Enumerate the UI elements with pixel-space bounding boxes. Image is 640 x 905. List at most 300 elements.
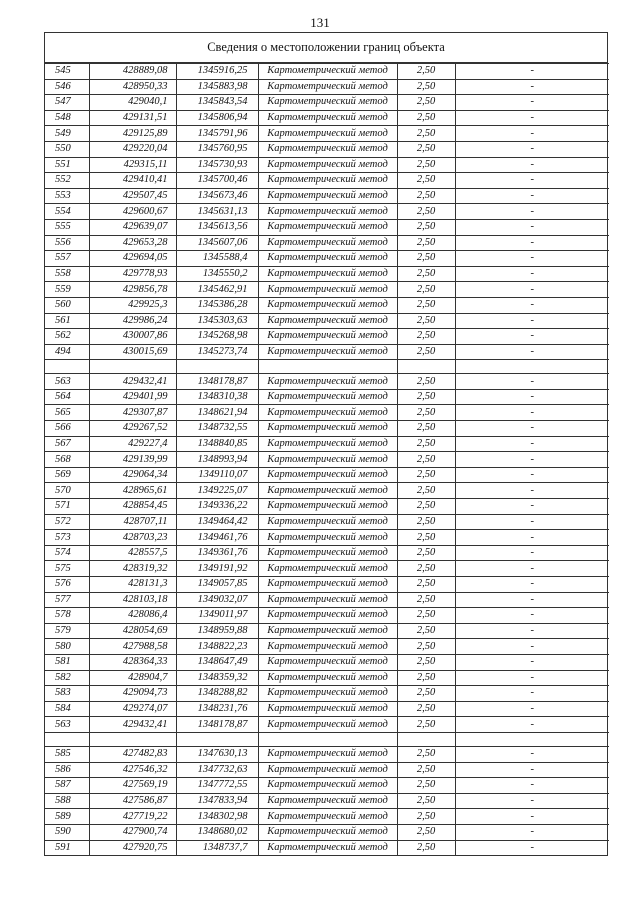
point-number-cell: 548 [45, 110, 89, 126]
x-coordinate-cell: 428889,08 [89, 64, 176, 80]
x-coordinate-cell: 427482,83 [89, 746, 176, 762]
precision-cell: 2,50 [397, 204, 455, 220]
point-number-cell: 560 [45, 297, 89, 313]
method-cell: Картометрический метод [258, 64, 397, 80]
method-cell: Картометрический метод [258, 809, 397, 825]
description-cell: - [455, 530, 609, 546]
y-coordinate-cell: 1345730,93 [176, 157, 258, 173]
method-cell: Картометрический метод [258, 329, 397, 345]
method-cell: Картометрический метод [258, 374, 397, 390]
x-coordinate-cell: 429315,11 [89, 157, 176, 173]
description-cell: - [455, 809, 609, 825]
method-cell: Картометрический метод [258, 686, 397, 702]
point-number-cell: 559 [45, 282, 89, 298]
precision-cell: 2,50 [397, 467, 455, 483]
empty-cell [455, 360, 609, 374]
description-cell: - [455, 421, 609, 437]
page-number: 131 [310, 15, 330, 30]
x-coordinate-cell: 427719,22 [89, 809, 176, 825]
precision-cell: 2,50 [397, 623, 455, 639]
table-row [45, 824, 609, 840]
x-coordinate-cell: 429139,99 [89, 452, 176, 468]
table-row [45, 344, 609, 360]
point-number-cell: 587 [45, 778, 89, 794]
precision-cell: 2,50 [397, 577, 455, 593]
method-cell: Картометрический метод [258, 235, 397, 251]
description-cell: - [455, 405, 609, 421]
table-row [45, 530, 609, 546]
precision-cell: 2,50 [397, 95, 455, 111]
precision-cell: 2,50 [397, 746, 455, 762]
y-coordinate-cell: 1348310,38 [176, 389, 258, 405]
x-coordinate-cell: 429307,87 [89, 405, 176, 421]
description-cell: - [455, 514, 609, 530]
boundary-points-table [45, 63, 609, 855]
precision-cell: 2,50 [397, 297, 455, 313]
description-cell: - [455, 374, 609, 390]
precision-cell: 2,50 [397, 235, 455, 251]
description-cell: - [455, 266, 609, 282]
point-number-cell: 584 [45, 701, 89, 717]
empty-cell [89, 360, 176, 374]
precision-cell: 2,50 [397, 717, 455, 733]
precision-cell: 2,50 [397, 778, 455, 794]
precision-cell: 2,50 [397, 173, 455, 189]
method-cell: Картометрический метод [258, 746, 397, 762]
x-coordinate-cell: 428950,33 [89, 79, 176, 95]
precision-cell: 2,50 [397, 686, 455, 702]
y-coordinate-cell: 1349191,92 [176, 561, 258, 577]
method-cell: Картометрический метод [258, 436, 397, 452]
method-cell: Картометрический метод [258, 297, 397, 313]
point-number-cell: 573 [45, 530, 89, 546]
description-cell: - [455, 313, 609, 329]
point-number-cell: 568 [45, 452, 89, 468]
empty-cell [397, 732, 455, 746]
precision-cell: 2,50 [397, 701, 455, 717]
y-coordinate-cell: 1349110,07 [176, 467, 258, 483]
method-cell: Картометрический метод [258, 639, 397, 655]
x-coordinate-cell: 429274,07 [89, 701, 176, 717]
y-coordinate-cell: 1345916,25 [176, 64, 258, 80]
table-row [45, 545, 609, 561]
table-row [45, 499, 609, 515]
precision-cell: 2,50 [397, 110, 455, 126]
y-coordinate-cell: 1349361,76 [176, 545, 258, 561]
precision-cell: 2,50 [397, 421, 455, 437]
description-cell: - [455, 126, 609, 142]
description-cell: - [455, 282, 609, 298]
method-cell: Картометрический метод [258, 110, 397, 126]
point-number-cell: 556 [45, 235, 89, 251]
description-cell: - [455, 639, 609, 655]
precision-cell: 2,50 [397, 79, 455, 95]
table-row [45, 235, 609, 251]
empty-cell [45, 732, 89, 746]
x-coordinate-cell: 430015,69 [89, 344, 176, 360]
x-coordinate-cell: 428965,61 [89, 483, 176, 499]
point-number-cell: 582 [45, 670, 89, 686]
table-row [45, 717, 609, 733]
y-coordinate-cell: 1348959,88 [176, 623, 258, 639]
point-number-cell: 555 [45, 219, 89, 235]
point-number-cell: 563 [45, 374, 89, 390]
y-coordinate-cell: 1349464,42 [176, 514, 258, 530]
x-coordinate-cell: 429410,41 [89, 173, 176, 189]
point-number-cell: 570 [45, 483, 89, 499]
x-coordinate-cell: 429653,28 [89, 235, 176, 251]
point-number-cell: 576 [45, 577, 89, 593]
description-cell: - [455, 778, 609, 794]
x-coordinate-cell: 428086,4 [89, 608, 176, 624]
description-cell: - [455, 701, 609, 717]
precision-cell: 2,50 [397, 499, 455, 515]
y-coordinate-cell: 1345760,95 [176, 141, 258, 157]
table-row [45, 561, 609, 577]
table-row [45, 110, 609, 126]
x-coordinate-cell: 429600,67 [89, 204, 176, 220]
point-number-cell: 586 [45, 762, 89, 778]
description-cell: - [455, 344, 609, 360]
y-coordinate-cell: 1348822,23 [176, 639, 258, 655]
x-coordinate-cell: 429694,05 [89, 251, 176, 267]
precision-cell: 2,50 [397, 436, 455, 452]
description-cell: - [455, 79, 609, 95]
method-cell: Картометрический метод [258, 530, 397, 546]
y-coordinate-cell: 1345303,63 [176, 313, 258, 329]
x-coordinate-cell: 429778,93 [89, 266, 176, 282]
description-cell: - [455, 746, 609, 762]
point-number-cell: 578 [45, 608, 89, 624]
precision-cell: 2,50 [397, 530, 455, 546]
point-number-cell: 590 [45, 824, 89, 840]
precision-cell: 2,50 [397, 762, 455, 778]
table-row [45, 467, 609, 483]
precision-cell: 2,50 [397, 809, 455, 825]
method-cell: Картометрический метод [258, 344, 397, 360]
x-coordinate-cell: 429267,52 [89, 421, 176, 437]
precision-cell: 2,50 [397, 389, 455, 405]
point-number-cell: 569 [45, 467, 89, 483]
y-coordinate-cell: 1345700,46 [176, 173, 258, 189]
description-cell: - [455, 717, 609, 733]
x-coordinate-cell: 429432,41 [89, 374, 176, 390]
table-row [45, 592, 609, 608]
empty-cell [397, 360, 455, 374]
method-cell: Картометрический метод [258, 452, 397, 468]
table-row [45, 623, 609, 639]
x-coordinate-cell: 428557,5 [89, 545, 176, 561]
method-cell: Картометрический метод [258, 561, 397, 577]
precision-cell: 2,50 [397, 344, 455, 360]
table-row [45, 840, 609, 855]
table-row [45, 329, 609, 345]
point-number-cell: 545 [45, 64, 89, 80]
y-coordinate-cell: 1349461,76 [176, 530, 258, 546]
precision-cell: 2,50 [397, 793, 455, 809]
table-row [45, 204, 609, 220]
table-row [45, 79, 609, 95]
precision-cell: 2,50 [397, 483, 455, 499]
x-coordinate-cell: 429925,3 [89, 297, 176, 313]
x-coordinate-cell: 429094,73 [89, 686, 176, 702]
method-cell: Картометрический метод [258, 251, 397, 267]
description-cell: - [455, 824, 609, 840]
x-coordinate-cell: 429856,78 [89, 282, 176, 298]
description-cell: - [455, 141, 609, 157]
table-body [45, 64, 609, 856]
x-coordinate-cell: 428364,33 [89, 654, 176, 670]
x-coordinate-cell: 429220,04 [89, 141, 176, 157]
method-cell: Картометрический метод [258, 157, 397, 173]
point-number-cell: 494 [45, 344, 89, 360]
point-number-cell: 553 [45, 188, 89, 204]
description-cell: - [455, 793, 609, 809]
precision-cell: 2,50 [397, 561, 455, 577]
x-coordinate-cell: 429064,34 [89, 467, 176, 483]
description-cell: - [455, 204, 609, 220]
y-coordinate-cell: 1348993,94 [176, 452, 258, 468]
table-row [45, 219, 609, 235]
boundary-table-sheet [44, 32, 608, 856]
point-number-cell: 580 [45, 639, 89, 655]
description-cell: - [455, 95, 609, 111]
method-cell: Картометрический метод [258, 778, 397, 794]
table-row [45, 701, 609, 717]
precision-cell: 2,50 [397, 452, 455, 468]
method-cell: Картометрический метод [258, 608, 397, 624]
point-number-cell: 577 [45, 592, 89, 608]
y-coordinate-cell: 1347630,13 [176, 746, 258, 762]
y-coordinate-cell: 1348302,98 [176, 809, 258, 825]
point-number-cell: 566 [45, 421, 89, 437]
empty-cell [258, 732, 397, 746]
table-row [45, 793, 609, 809]
method-cell: Картометрический метод [258, 577, 397, 593]
description-cell: - [455, 686, 609, 702]
precision-cell: 2,50 [397, 592, 455, 608]
point-number-cell: 549 [45, 126, 89, 142]
table-title: Сведения о местоположении границ объекта [45, 33, 607, 63]
point-number-cell: 558 [45, 266, 89, 282]
table-row [45, 762, 609, 778]
y-coordinate-cell: 1349057,85 [176, 577, 258, 593]
table-row [45, 746, 609, 762]
description-cell: - [455, 499, 609, 515]
point-number-cell: 557 [45, 251, 89, 267]
table-row [45, 157, 609, 173]
y-coordinate-cell: 1348732,55 [176, 421, 258, 437]
table-row [45, 282, 609, 298]
table-row [45, 95, 609, 111]
precision-cell: 2,50 [397, 126, 455, 142]
point-number-cell: 589 [45, 809, 89, 825]
point-number-cell: 591 [45, 840, 89, 855]
method-cell: Картометрический метод [258, 188, 397, 204]
method-cell: Картометрический метод [258, 204, 397, 220]
y-coordinate-cell: 1349225,07 [176, 483, 258, 499]
table-row [45, 452, 609, 468]
x-coordinate-cell: 429125,89 [89, 126, 176, 142]
point-number-cell: 561 [45, 313, 89, 329]
point-number-cell: 575 [45, 561, 89, 577]
description-cell: - [455, 545, 609, 561]
y-coordinate-cell: 1349011,97 [176, 608, 258, 624]
table-row [45, 389, 609, 405]
table-row [45, 126, 609, 142]
precision-cell: 2,50 [397, 608, 455, 624]
table-row [45, 608, 609, 624]
y-coordinate-cell: 1345613,56 [176, 219, 258, 235]
group-separator-row [45, 360, 609, 374]
point-number-cell: 571 [45, 499, 89, 515]
x-coordinate-cell: 428103,18 [89, 592, 176, 608]
method-cell: Картометрический метод [258, 623, 397, 639]
table-row [45, 297, 609, 313]
precision-cell: 2,50 [397, 141, 455, 157]
method-cell: Картометрический метод [258, 313, 397, 329]
group-separator-row [45, 732, 609, 746]
description-cell: - [455, 173, 609, 189]
precision-cell: 2,50 [397, 405, 455, 421]
point-number-cell: 565 [45, 405, 89, 421]
table-row [45, 313, 609, 329]
method-cell: Картометрический метод [258, 514, 397, 530]
y-coordinate-cell: 1345806,94 [176, 110, 258, 126]
description-cell: - [455, 110, 609, 126]
empty-cell [45, 360, 89, 374]
description-cell: - [455, 623, 609, 639]
method-cell: Картометрический метод [258, 840, 397, 855]
y-coordinate-cell: 1348359,32 [176, 670, 258, 686]
precision-cell: 2,50 [397, 514, 455, 530]
description-cell: - [455, 389, 609, 405]
table-row [45, 654, 609, 670]
y-coordinate-cell: 1347772,55 [176, 778, 258, 794]
method-cell: Картометрический метод [258, 266, 397, 282]
method-cell: Картометрический метод [258, 545, 397, 561]
table-row [45, 778, 609, 794]
method-cell: Картометрический метод [258, 670, 397, 686]
point-number-cell: 546 [45, 79, 89, 95]
x-coordinate-cell: 429227,4 [89, 436, 176, 452]
table-row [45, 64, 609, 80]
y-coordinate-cell: 1345268,98 [176, 329, 258, 345]
description-cell: - [455, 840, 609, 855]
table-row [45, 686, 609, 702]
x-coordinate-cell: 427546,32 [89, 762, 176, 778]
point-number-cell: 585 [45, 746, 89, 762]
empty-cell [455, 732, 609, 746]
precision-cell: 2,50 [397, 251, 455, 267]
empty-cell [89, 732, 176, 746]
x-coordinate-cell: 430007,86 [89, 329, 176, 345]
point-number-cell: 563 [45, 717, 89, 733]
method-cell: Картометрический метод [258, 421, 397, 437]
method-cell: Картометрический метод [258, 219, 397, 235]
x-coordinate-cell: 429986,24 [89, 313, 176, 329]
table-row [45, 173, 609, 189]
method-cell: Картометрический метод [258, 483, 397, 499]
point-number-cell: 567 [45, 436, 89, 452]
method-cell: Картометрический метод [258, 79, 397, 95]
x-coordinate-cell: 428707,11 [89, 514, 176, 530]
table-row [45, 374, 609, 390]
description-cell: - [455, 251, 609, 267]
y-coordinate-cell: 1345631,13 [176, 204, 258, 220]
description-cell: - [455, 157, 609, 173]
y-coordinate-cell: 1345588,4 [176, 251, 258, 267]
precision-cell: 2,50 [397, 824, 455, 840]
point-number-cell: 574 [45, 545, 89, 561]
x-coordinate-cell: 429507,45 [89, 188, 176, 204]
point-number-cell: 572 [45, 514, 89, 530]
x-coordinate-cell: 429131,51 [89, 110, 176, 126]
y-coordinate-cell: 1348737,7 [176, 840, 258, 855]
method-cell: Картометрический метод [258, 592, 397, 608]
x-coordinate-cell: 429040,1 [89, 95, 176, 111]
table-row [45, 809, 609, 825]
empty-cell [176, 360, 258, 374]
x-coordinate-cell: 429432,41 [89, 717, 176, 733]
table-row [45, 405, 609, 421]
precision-cell: 2,50 [397, 670, 455, 686]
x-coordinate-cell: 428319,32 [89, 561, 176, 577]
table-row [45, 514, 609, 530]
y-coordinate-cell: 1345883,98 [176, 79, 258, 95]
method-cell: Картометрический метод [258, 282, 397, 298]
precision-cell: 2,50 [397, 64, 455, 80]
x-coordinate-cell: 428054,69 [89, 623, 176, 639]
description-cell: - [455, 436, 609, 452]
method-cell: Картометрический метод [258, 762, 397, 778]
table-row [45, 266, 609, 282]
table-row [45, 670, 609, 686]
y-coordinate-cell: 1348231,76 [176, 701, 258, 717]
table-row [45, 436, 609, 452]
precision-cell: 2,50 [397, 654, 455, 670]
precision-cell: 2,50 [397, 840, 455, 855]
point-number-cell: 552 [45, 173, 89, 189]
precision-cell: 2,50 [397, 188, 455, 204]
y-coordinate-cell: 1345273,74 [176, 344, 258, 360]
description-cell: - [455, 592, 609, 608]
method-cell: Картометрический метод [258, 701, 397, 717]
description-cell: - [455, 329, 609, 345]
point-number-cell: 551 [45, 157, 89, 173]
description-cell: - [455, 188, 609, 204]
point-number-cell: 554 [45, 204, 89, 220]
x-coordinate-cell: 429401,99 [89, 389, 176, 405]
method-cell: Картометрический метод [258, 141, 397, 157]
y-coordinate-cell: 1348178,87 [176, 717, 258, 733]
description-cell: - [455, 670, 609, 686]
description-cell: - [455, 608, 609, 624]
description-cell: - [455, 219, 609, 235]
method-cell: Картометрический метод [258, 824, 397, 840]
y-coordinate-cell: 1345843,54 [176, 95, 258, 111]
point-number-cell: 588 [45, 793, 89, 809]
empty-cell [176, 732, 258, 746]
y-coordinate-cell: 1348840,85 [176, 436, 258, 452]
description-cell: - [455, 467, 609, 483]
x-coordinate-cell: 428703,23 [89, 530, 176, 546]
y-coordinate-cell: 1345791,96 [176, 126, 258, 142]
y-coordinate-cell: 1345607,06 [176, 235, 258, 251]
x-coordinate-cell: 428904,7 [89, 670, 176, 686]
point-number-cell: 562 [45, 329, 89, 345]
x-coordinate-cell: 427988,58 [89, 639, 176, 655]
